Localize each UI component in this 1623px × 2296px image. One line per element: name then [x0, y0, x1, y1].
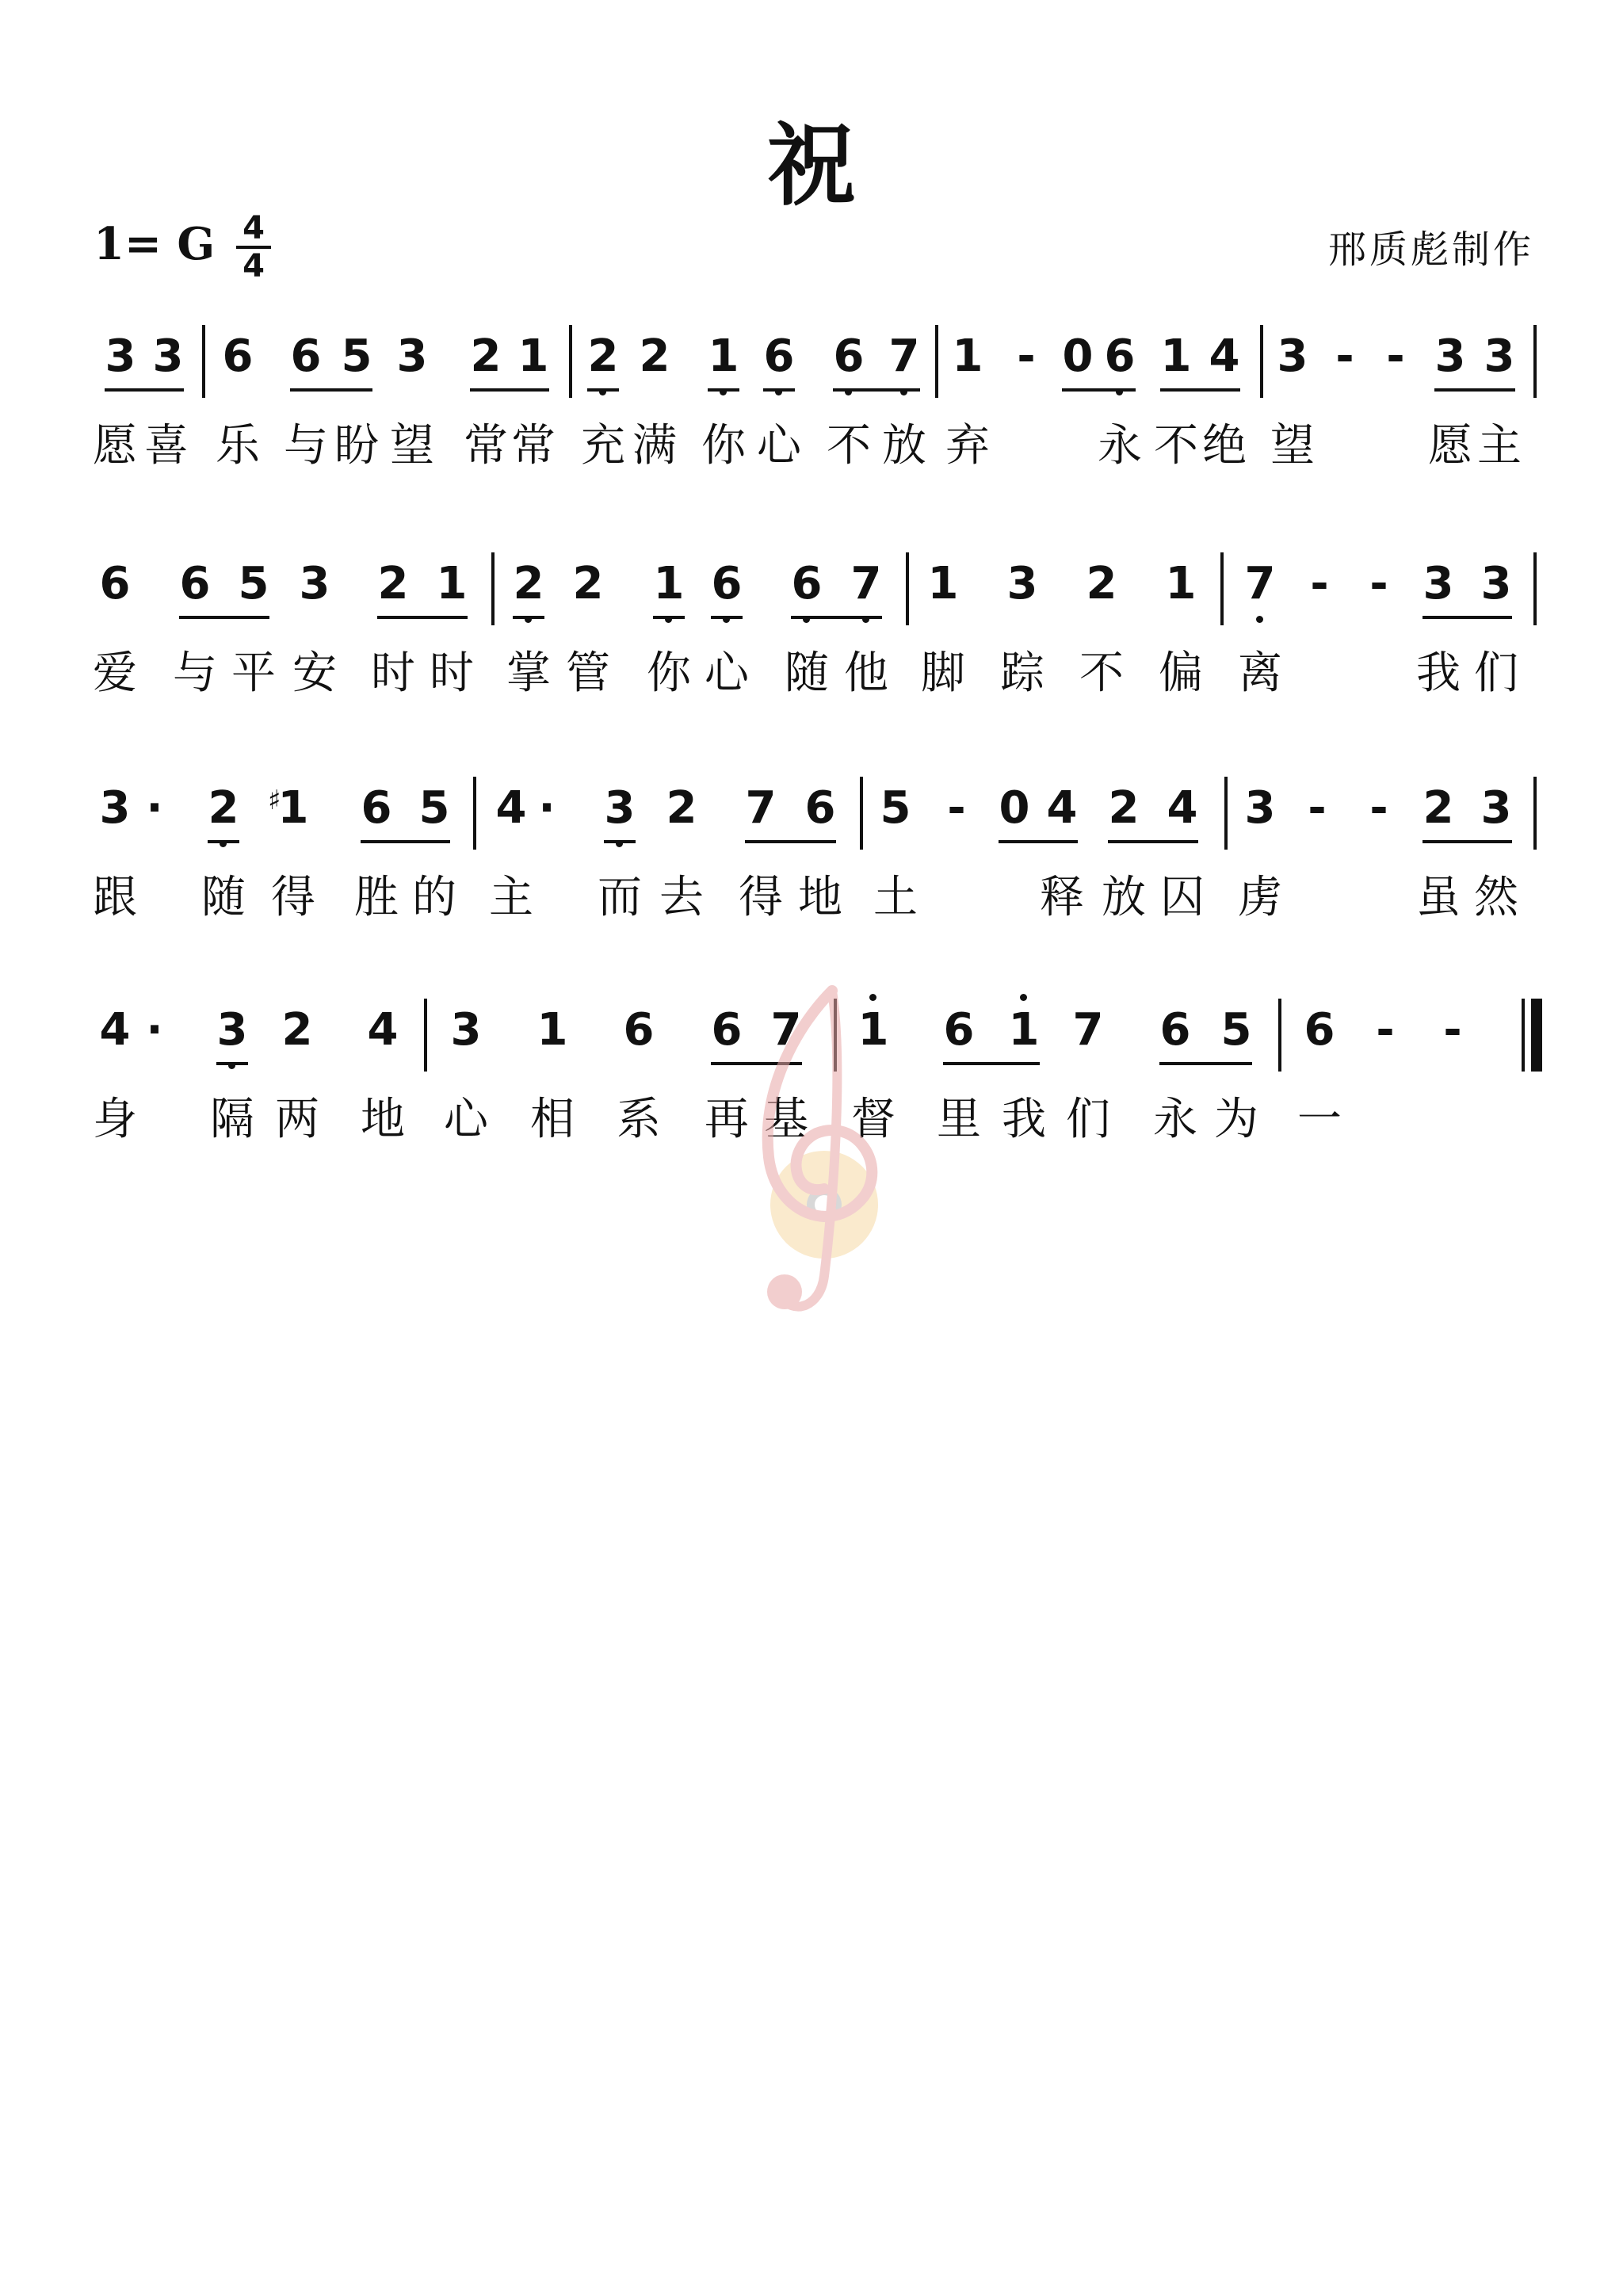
lyric-char: 两: [275, 1094, 319, 1145]
lyric-char: 再: [705, 1094, 749, 1145]
note: 3: [599, 783, 640, 834]
final-barline-thick: [1531, 999, 1542, 1072]
note: 2: [508, 559, 549, 609]
barline: [424, 999, 427, 1072]
lyric-char: 时: [371, 648, 415, 699]
note: 1 ♯: [273, 783, 314, 834]
lower-octave-dot: [1256, 616, 1263, 623]
note: 6: [943, 1004, 975, 1056]
treble-clef-logo-icon: [737, 975, 896, 1339]
lyric-char: 不: [1154, 420, 1198, 472]
barline: [491, 552, 495, 625]
time-signature: [236, 210, 271, 285]
note: 6: [758, 331, 800, 382]
lyric-char: 为: [1214, 1094, 1258, 1145]
lyric-char: 一: [1297, 1094, 1342, 1145]
note: 6: [1099, 331, 1140, 382]
dash-extension: -: [1376, 1004, 1395, 1056]
note: 1: [1003, 1005, 1044, 1056]
lyric-char: 掌: [506, 648, 551, 699]
lyric-char: 系: [617, 1094, 661, 1145]
note: 6: [1304, 1004, 1335, 1056]
beam-underline: [377, 616, 468, 619]
note: 5: [238, 558, 269, 609]
dot-extension: ·: [538, 782, 556, 834]
beam-underline: [1434, 388, 1515, 392]
lyric-char: 地: [798, 872, 842, 923]
note: 7: [745, 782, 777, 834]
barline: [1533, 552, 1537, 625]
beam-underline: [179, 616, 269, 619]
beam-underline: [1160, 388, 1240, 392]
note: 3: [1244, 782, 1276, 834]
note: 6: [99, 558, 131, 609]
notation-row: [0, 325, 1623, 412]
lyric-char: 他: [844, 648, 888, 699]
barline: [1224, 777, 1228, 850]
note: 1: [1160, 330, 1192, 382]
barline: [569, 325, 572, 398]
lyric-char: 基: [764, 1094, 808, 1145]
lyric-char: 愿: [93, 420, 137, 472]
lyric-char: 心: [757, 420, 801, 472]
note: 5: [418, 782, 450, 834]
note: 3: [450, 1004, 482, 1056]
final-barline-thin: [1522, 999, 1525, 1072]
dash-extension: -: [947, 782, 966, 834]
note: 6: [1159, 1004, 1191, 1056]
beam-underline: [604, 840, 636, 843]
note: 3: [1277, 330, 1308, 382]
lyric-char: 你: [647, 648, 691, 699]
note: 6: [828, 331, 869, 382]
note: 4: [1209, 330, 1240, 382]
note: 3: [299, 558, 330, 609]
beam-underline: [105, 388, 184, 392]
lyric-char: 不: [1079, 648, 1124, 699]
note: 3: [1484, 330, 1515, 382]
lyric-char: 与: [173, 648, 217, 699]
lyric-char: 脚: [921, 648, 965, 699]
barline: [202, 325, 205, 398]
notation-row: [0, 777, 1623, 864]
dash-extension: -: [1443, 1004, 1462, 1056]
lyric-char: 永: [1098, 420, 1142, 472]
note: 4: [99, 1004, 131, 1056]
beam-underline: [470, 388, 549, 392]
lyric-char: 与: [284, 420, 328, 472]
dash-extension: -: [1335, 330, 1354, 382]
note: 6: [222, 330, 254, 382]
note: 0: [1062, 330, 1094, 382]
lyric-char: 虏: [1238, 872, 1282, 923]
lyric-char: 的: [412, 872, 456, 923]
sharp-icon: ♯: [268, 785, 281, 816]
note: 3: [212, 1005, 253, 1056]
lyric-char: 地: [361, 1094, 405, 1145]
lyric-char: 时: [430, 648, 474, 699]
lyric-char: 去: [659, 872, 704, 923]
barline: [1220, 552, 1224, 625]
barline: [473, 777, 476, 850]
note: 2: [582, 331, 624, 382]
beam-underline: [763, 388, 795, 392]
dot-extension: ·: [146, 782, 163, 834]
beam-underline: [361, 840, 450, 843]
lyric-char: 安: [292, 648, 337, 699]
lyric-char: 离: [1238, 648, 1282, 699]
upper-octave-dot: [1020, 994, 1027, 1001]
lyric-char: 跟: [93, 872, 137, 923]
note: 1: [436, 558, 468, 609]
dash-extension: -: [1369, 558, 1388, 609]
dash-extension: -: [1386, 330, 1405, 382]
key-signature: 1= G: [94, 218, 216, 270]
lyric-char: 管: [566, 648, 610, 699]
lyric-char: 盼: [334, 420, 379, 472]
lyric-char: 望: [390, 420, 434, 472]
note: 3: [1480, 782, 1512, 834]
lyric-char: 踪: [1000, 648, 1044, 699]
lyric-char: 放: [882, 420, 926, 472]
beam-underline: [711, 616, 743, 619]
lyric-char: 得: [739, 872, 783, 923]
note: 7: [1239, 559, 1281, 609]
beam-underline: [745, 840, 836, 843]
note: 6: [706, 559, 747, 609]
beam-underline: [833, 388, 920, 392]
note: 1: [1165, 558, 1197, 609]
note: 5: [880, 782, 911, 834]
note: 2: [203, 783, 244, 834]
note: 2: [377, 558, 409, 609]
note: 3: [1006, 558, 1038, 609]
note: 3: [396, 330, 428, 382]
note: 6: [804, 782, 836, 834]
lyric-char: 爱: [93, 648, 137, 699]
note: 2: [281, 1004, 313, 1056]
note: 3: [1423, 558, 1454, 609]
note: 2: [666, 782, 697, 834]
beam-underline: [1159, 1062, 1252, 1065]
beam-underline: [513, 616, 544, 619]
note: 1: [703, 331, 744, 382]
note: 3: [1480, 558, 1512, 609]
note: 5: [1220, 1004, 1252, 1056]
lyric-char: 然: [1474, 872, 1518, 923]
note: 2: [639, 330, 670, 382]
lyric-char: 胜: [354, 872, 399, 923]
note: 1: [517, 330, 549, 382]
lyric-char: 常: [511, 420, 556, 472]
note: 6: [361, 782, 392, 834]
lyric-char: 喜: [144, 420, 189, 472]
lyric-char: 随: [201, 872, 246, 923]
lyric-char: 相: [530, 1094, 575, 1145]
note: 2: [572, 558, 604, 609]
beam-underline: [1108, 840, 1198, 843]
lyric-char: 而: [598, 872, 642, 923]
lyric-char: 乐: [216, 420, 260, 472]
note: 7: [846, 559, 887, 609]
beam-underline: [1062, 388, 1136, 392]
song-title: 祝: [767, 114, 856, 218]
lyric-char: 充: [581, 420, 625, 472]
note: 6: [711, 1004, 743, 1056]
note: 5: [341, 330, 372, 382]
dot-extension: ·: [146, 1004, 163, 1056]
note: 1: [648, 559, 689, 609]
note: 6: [179, 558, 211, 609]
lyric-char: 们: [1066, 1094, 1110, 1145]
beam-underline: [999, 840, 1078, 843]
beam-underline: [653, 616, 685, 619]
lyric-char: 我: [1416, 648, 1461, 699]
lyric-char: 得: [271, 872, 315, 923]
beam-underline: [290, 388, 372, 392]
lyric-char: 释: [1040, 872, 1084, 923]
note: 7: [1072, 1004, 1104, 1056]
dash-extension: -: [1308, 782, 1327, 834]
lyric-char: 督: [851, 1094, 896, 1145]
lyric-char: 隔: [210, 1094, 254, 1145]
lyric-char: 囚: [1160, 872, 1205, 923]
dash-extension: -: [1369, 782, 1388, 834]
beam-underline: [1423, 616, 1512, 619]
dash-extension: -: [1017, 330, 1036, 382]
barline: [906, 552, 909, 625]
lyric-char: 心: [444, 1094, 488, 1145]
notation-row: [0, 552, 1623, 640]
time-signature-bottom: 4: [242, 248, 265, 285]
lyric-char: 身: [93, 1094, 137, 1145]
beam-underline: [216, 1062, 248, 1065]
lyric-char: 随: [785, 648, 829, 699]
time-signature-top: 4: [242, 210, 265, 246]
dash-extension: -: [1310, 558, 1329, 609]
barline: [935, 325, 938, 398]
lyric-char: 弃: [945, 420, 990, 472]
note: 3: [105, 330, 136, 382]
lyric-char: 你: [701, 420, 746, 472]
arranger-credit: 邢质彪制作: [1327, 227, 1534, 272]
barline: [1278, 999, 1281, 1072]
lyric-char: 主: [489, 872, 533, 923]
beam-underline: [587, 388, 619, 392]
beam-underline: [208, 840, 239, 843]
note: 4: [1167, 782, 1198, 834]
lyric-char: 望: [1270, 420, 1315, 472]
note: 7: [770, 1004, 802, 1056]
note: 6: [786, 559, 827, 609]
lyric-char: 心: [705, 648, 749, 699]
lyric-char: 虽: [1416, 872, 1461, 923]
note: 2: [470, 330, 502, 382]
beam-underline: [943, 1062, 1040, 1065]
note: 6: [623, 1004, 655, 1056]
barline: [1260, 325, 1263, 398]
note: 6: [290, 330, 322, 382]
lyric-char: 土: [873, 872, 918, 923]
note: 3: [1434, 330, 1466, 382]
lyric-char: 愿: [1428, 420, 1472, 472]
lyric-char: 永: [1153, 1094, 1197, 1145]
lyric-char: 主: [1477, 420, 1522, 472]
note: 1: [537, 1004, 568, 1056]
lyric-char: 们: [1474, 648, 1518, 699]
beam-underline: [1423, 840, 1512, 843]
lyric-char: 里: [937, 1094, 981, 1145]
lyric-char: 平: [231, 648, 276, 699]
note: 4: [495, 782, 527, 834]
lyric-char: 绝: [1202, 420, 1247, 472]
beam-underline: [791, 616, 882, 619]
note: 2: [1086, 558, 1117, 609]
lyric-char: 偏: [1159, 648, 1203, 699]
lyric-char: 放: [1102, 872, 1146, 923]
note: 7: [884, 331, 925, 382]
note: 4: [1046, 782, 1078, 834]
note: 1: [853, 1005, 894, 1056]
beam-underline: [708, 388, 739, 392]
note: 3: [99, 782, 131, 834]
barline: [860, 777, 863, 850]
barline: [1533, 325, 1537, 398]
note: 1: [952, 330, 983, 382]
lyric-char: 我: [1002, 1094, 1046, 1145]
note: 0: [999, 782, 1030, 834]
note: 2: [1108, 782, 1140, 834]
lyric-char: 满: [632, 420, 677, 472]
note: 3: [152, 330, 184, 382]
barline: [1533, 777, 1537, 850]
note: 4: [367, 1004, 399, 1056]
lyric-char: 常: [464, 420, 508, 472]
note: 1: [927, 558, 959, 609]
lyric-char: 不: [827, 420, 871, 472]
note: 2: [1423, 782, 1454, 834]
